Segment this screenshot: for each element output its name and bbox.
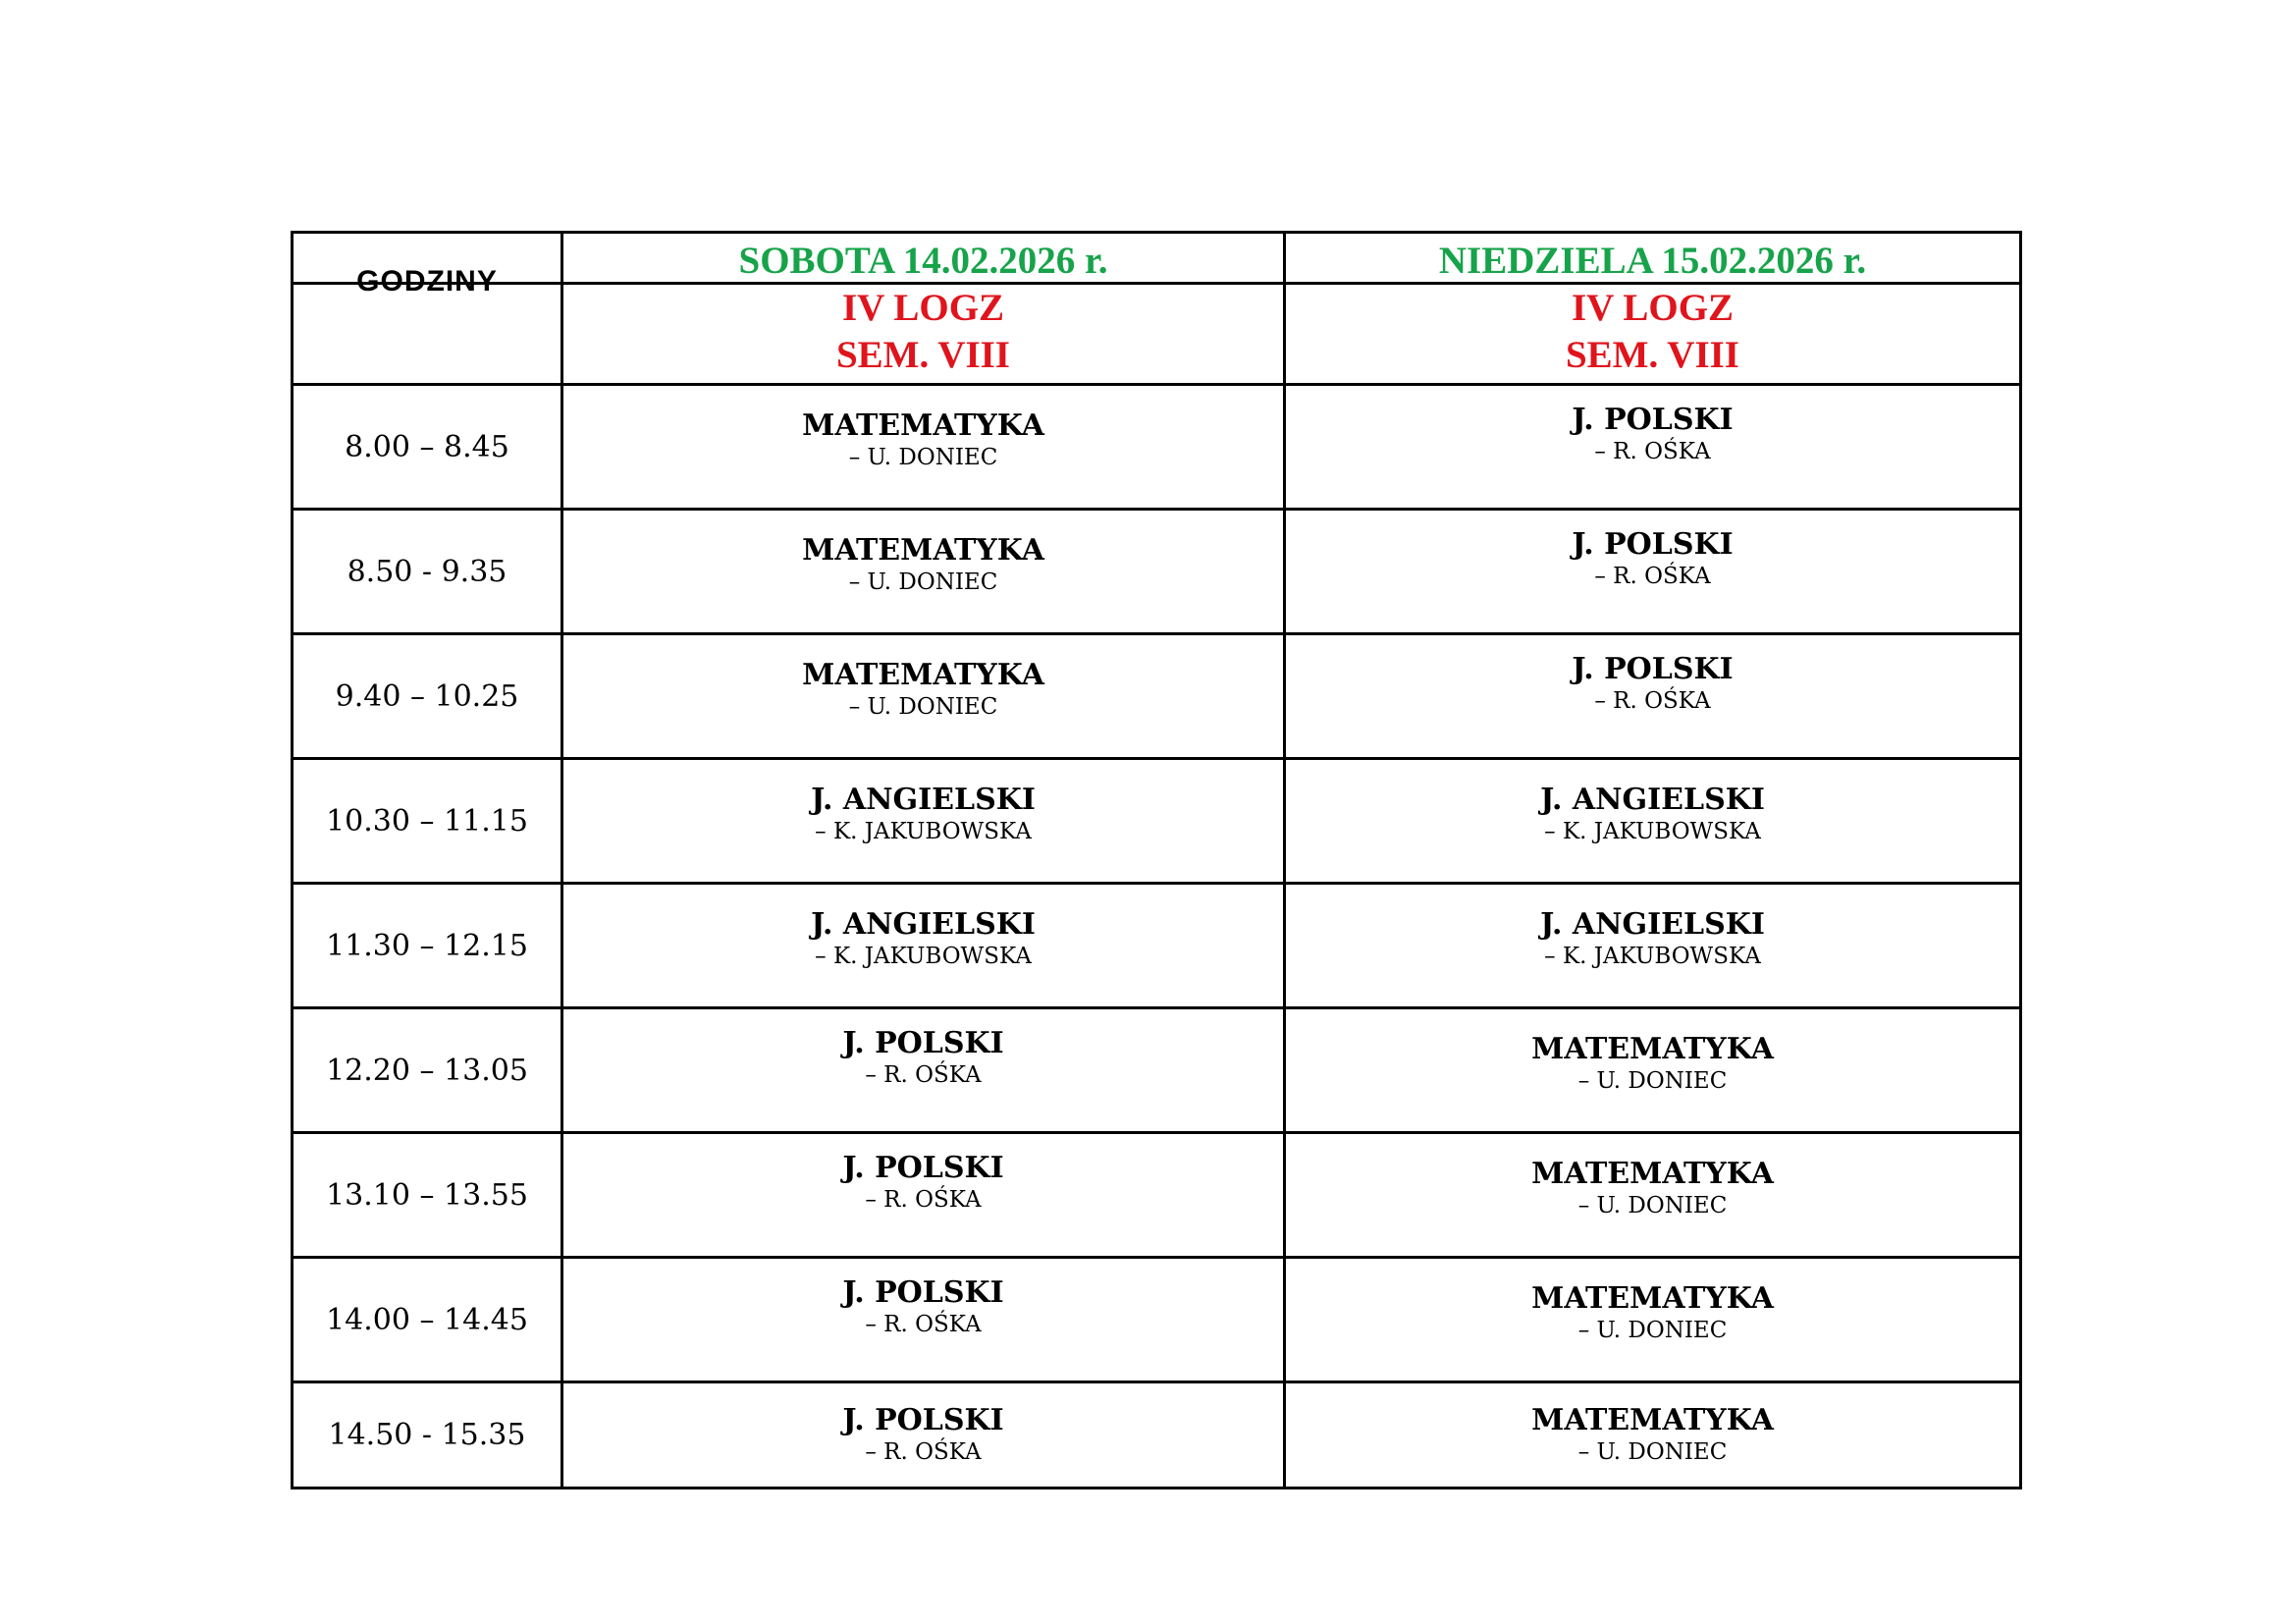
lesson-cell-sun — [1285, 759, 2021, 884]
time-slot: 14.50 - 15.35 — [293, 1382, 562, 1489]
table-row — [293, 385, 2021, 510]
table-row — [293, 634, 2021, 759]
lesson-cell-sat — [562, 1258, 1285, 1382]
subject-name: J. POLSKI — [1572, 527, 1734, 562]
time-slot: 8.00 – 8.45 — [293, 385, 562, 510]
day-1-group — [562, 284, 1285, 385]
subject-name: MATEMATYKA — [1531, 1281, 1774, 1316]
lesson — [563, 1152, 1283, 1215]
table-row — [293, 1008, 2021, 1133]
subject-name: J. ANGIELSKI — [1540, 783, 1765, 817]
subject-name: MATEMATYKA — [802, 658, 1044, 692]
time-slot: 9.40 – 10.25 — [293, 634, 562, 759]
subject-name: MATEMATYKA — [802, 408, 1044, 443]
day-2-group-name: IV LOGZ — [1571, 287, 1735, 329]
lesson-cell-sun — [1285, 1008, 2021, 1133]
day-2-date: NIEDZIELA 15.02.2026 r. — [1285, 233, 2021, 284]
lesson — [1286, 1033, 2019, 1096]
hours-label: GODZINY — [356, 265, 498, 298]
schedule-table — [291, 231, 2022, 1489]
subject-name: MATEMATYKA — [1531, 1032, 1774, 1066]
time-slot: 13.10 – 13.55 — [293, 1133, 562, 1258]
lesson-cell-sat — [562, 634, 1285, 759]
teacher-name: – R. OŚKA — [1594, 688, 1711, 714]
day-1-date: SOBOTA 14.02.2026 r. — [562, 233, 1285, 284]
teacher-name: – K. JAKUBOWSKA — [1544, 819, 1761, 844]
time-slot: 14.00 – 14.45 — [293, 1258, 562, 1382]
table-row — [293, 1133, 2021, 1258]
teacher-name: – U. DONIEC — [848, 694, 998, 720]
lesson-cell-sun — [1285, 1258, 2021, 1382]
subject-name: MATEMATYKA — [802, 533, 1044, 568]
subject-name: J. POLSKI — [842, 1026, 1004, 1060]
day-1-group-name: IV LOGZ — [841, 287, 1005, 329]
lesson — [563, 1404, 1283, 1467]
lesson — [1286, 653, 2019, 716]
time-slot: 8.50 - 9.35 — [293, 510, 562, 634]
lesson-cell-sun — [1285, 385, 2021, 510]
lesson — [563, 1276, 1283, 1339]
lesson — [1286, 1282, 2019, 1345]
subject-name: J. ANGIELSKI — [1540, 907, 1765, 942]
lesson-cell-sat — [562, 510, 1285, 634]
table-row — [293, 884, 2021, 1008]
lesson-cell-sat — [562, 1133, 1285, 1258]
teacher-name: – K. JAKUBOWSKA — [815, 944, 1032, 969]
subject-name: J. ANGIELSKI — [811, 783, 1036, 817]
lesson-cell-sun — [1285, 884, 2021, 1008]
time-slot: 12.20 – 13.05 — [293, 1008, 562, 1133]
lesson — [1286, 1404, 2019, 1467]
teacher-name: – U. DONIEC — [1577, 1438, 1728, 1465]
teacher-name: – R. OŚKA — [865, 1062, 982, 1088]
lesson-cell-sun — [1285, 510, 2021, 634]
lesson — [563, 784, 1283, 846]
table-row — [293, 759, 2021, 884]
teacher-name: – K. JAKUBOWSKA — [815, 819, 1032, 844]
subject-name: J. ANGIELSKI — [811, 907, 1036, 942]
teacher-name: – R. OŚKA — [865, 1438, 982, 1465]
lesson-cell-sat — [562, 385, 1285, 510]
lesson — [563, 409, 1283, 472]
table-row — [293, 1382, 2021, 1489]
table-row — [293, 510, 2021, 634]
lesson — [1286, 784, 2019, 846]
teacher-name: – K. JAKUBOWSKA — [1544, 944, 1761, 969]
lesson — [1286, 908, 2019, 971]
subject-name: J. POLSKI — [1572, 652, 1734, 686]
lesson-cell-sun — [1285, 1133, 2021, 1258]
lesson — [1286, 1158, 2019, 1220]
lesson-cell-sat — [562, 1382, 1285, 1489]
subject-name: J. POLSKI — [842, 1275, 1004, 1310]
subject-name: MATEMATYKA — [1531, 1157, 1774, 1191]
lesson — [563, 908, 1283, 971]
group-header-row — [293, 284, 2021, 385]
lesson — [1286, 528, 2019, 591]
lesson-cell-sat — [562, 1008, 1285, 1133]
teacher-name: – U. DONIEC — [848, 445, 998, 470]
lesson — [563, 659, 1283, 722]
lesson-cell-sat — [562, 884, 1285, 1008]
lesson-cell-sat — [562, 759, 1285, 884]
teacher-name: – R. OŚKA — [865, 1187, 982, 1213]
table-row — [293, 1258, 2021, 1382]
subject-name: MATEMATYKA — [1531, 1402, 1774, 1437]
teacher-name: – U. DONIEC — [1577, 1068, 1728, 1094]
lesson-rows — [293, 385, 2021, 1489]
teacher-name: – R. OŚKA — [1594, 564, 1711, 589]
teacher-name: – R. OŚKA — [865, 1312, 982, 1337]
time-slot: 10.30 – 11.15 — [293, 759, 562, 884]
day-1-semester: SEM. VIII — [835, 334, 1010, 376]
teacher-name: – U. DONIEC — [848, 569, 998, 595]
hours-column-header — [293, 265, 562, 385]
subject-name: J. POLSKI — [1572, 403, 1734, 437]
day-2-group — [1285, 284, 2021, 385]
lesson-cell-sun — [1285, 1382, 2021, 1489]
teacher-name: – R. OŚKA — [1594, 439, 1711, 464]
day-2-semester: SEM. VIII — [1565, 334, 1739, 376]
lesson — [1286, 404, 2019, 466]
teacher-name: – U. DONIEC — [1577, 1318, 1728, 1343]
lesson — [563, 534, 1283, 597]
lesson-cell-sun — [1285, 634, 2021, 759]
teacher-name: – U. DONIEC — [1577, 1193, 1728, 1218]
time-slot: 11.30 – 12.15 — [293, 884, 562, 1008]
lesson — [563, 1027, 1283, 1090]
schedule-sheet — [291, 231, 2019, 1489]
subject-name: J. POLSKI — [842, 1402, 1004, 1437]
subject-name: J. POLSKI — [842, 1151, 1004, 1185]
